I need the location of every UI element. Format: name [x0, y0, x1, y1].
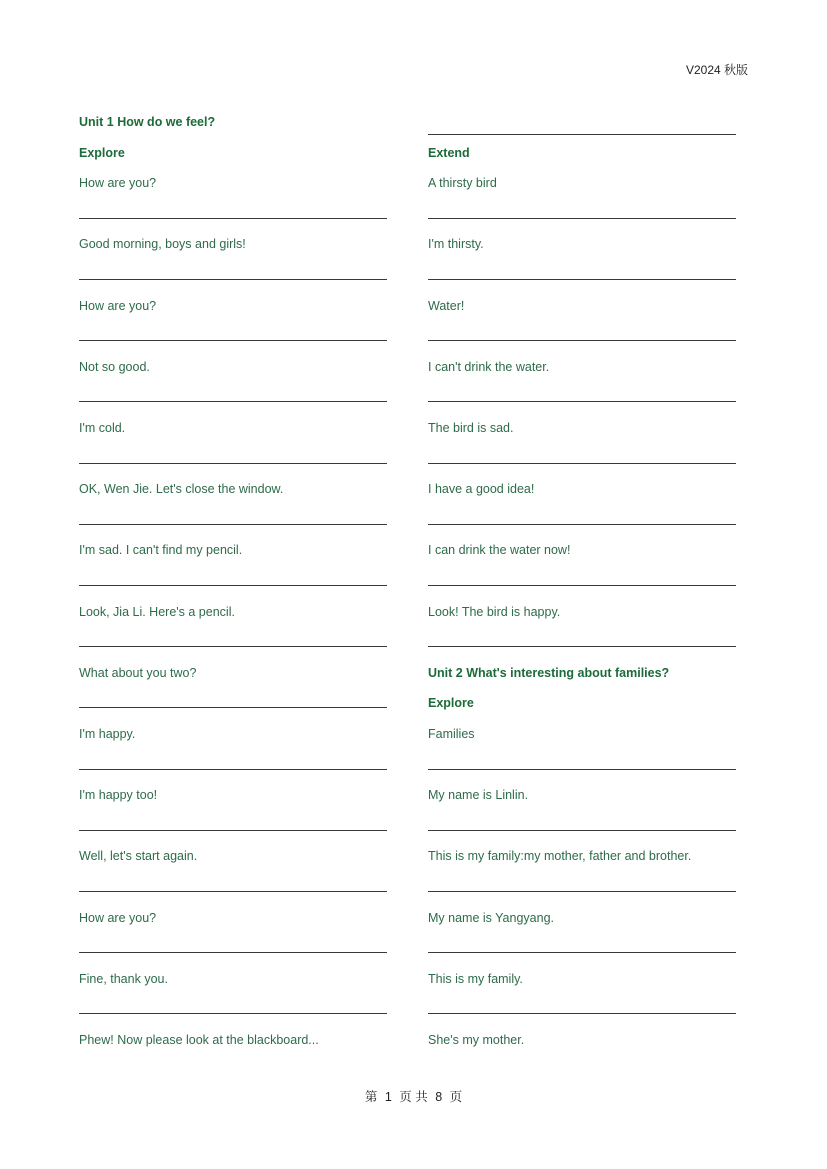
text-line: I have a good idea!	[428, 482, 535, 497]
writing-line	[428, 585, 736, 586]
text-line: She's my mother.	[428, 1033, 525, 1047]
section-heading: Unit 1 How do we feel?	[79, 115, 216, 129]
current-page: 1	[384, 1090, 392, 1104]
text-line: I'm happy.	[79, 727, 136, 741]
section-heading: Extend	[428, 145, 470, 160]
text-line: What about you two?	[79, 665, 197, 680]
text-line: How are you?	[79, 910, 157, 925]
text-line: Well, let's start again.	[79, 849, 198, 864]
section-heading: Unit 2 What's interesting about families?	[428, 665, 670, 680]
writing-line	[79, 769, 387, 770]
right-column	[428, 0, 738, 1169]
writing-line	[79, 218, 387, 219]
writing-line	[428, 401, 736, 402]
text-line: Look, Jia Li. Here's a pencil.	[79, 604, 235, 619]
page-label-suffix: 页	[449, 1090, 463, 1104]
page-footer	[0, 1087, 827, 1105]
text-line: Families	[428, 727, 475, 741]
writing-line	[428, 134, 736, 135]
writing-line	[79, 279, 387, 280]
text-line: I'm sad. I can't find my pencil.	[79, 543, 243, 558]
writing-line	[79, 830, 387, 831]
text-line: Good morning, boys and girls!	[79, 237, 246, 252]
text-line: OK, Wen Jie. Let's close the window.	[79, 482, 284, 497]
page-label-prefix: 第	[364, 1090, 378, 1104]
writing-line	[428, 279, 736, 280]
text-line: My name is Linlin.	[428, 788, 529, 803]
writing-line	[428, 891, 736, 892]
writing-line	[79, 585, 387, 586]
text-line: Not so good.	[79, 359, 150, 374]
section-heading: Explore	[428, 696, 474, 711]
writing-line	[428, 463, 736, 464]
writing-line	[79, 646, 387, 647]
writing-line	[428, 218, 736, 219]
writing-line	[428, 646, 736, 647]
writing-line	[428, 830, 736, 831]
writing-line	[428, 769, 736, 770]
page-label-middle: 页 共	[399, 1090, 428, 1104]
version-label: V2024 秋版	[686, 63, 749, 77]
writing-line	[428, 524, 736, 525]
text-line: A thirsty bird	[428, 176, 497, 191]
text-line: I'm happy too!	[79, 788, 158, 803]
writing-line	[428, 952, 736, 953]
writing-line	[79, 401, 387, 402]
text-line: I can't drink the water.	[428, 359, 550, 374]
writing-line	[79, 463, 387, 464]
text-line: Fine, thank you.	[79, 971, 168, 986]
text-line: I'm cold.	[79, 421, 126, 435]
text-line: This is my family.	[428, 971, 523, 986]
text-line: The bird is sad.	[428, 421, 514, 435]
writing-line	[79, 340, 387, 341]
text-line: Look! The bird is happy.	[428, 604, 561, 619]
writing-line	[79, 891, 387, 892]
left-column	[79, 0, 389, 1169]
writing-line	[428, 1013, 736, 1014]
text-line: How are you?	[79, 298, 157, 313]
writing-line	[79, 952, 387, 953]
writing-line	[79, 707, 387, 708]
total-pages: 8	[435, 1090, 443, 1104]
text-line: Water!	[428, 298, 465, 313]
text-line: Phew! Now please look at the blackboard...	[79, 1033, 319, 1047]
text-line: My name is Yangyang.	[428, 910, 554, 925]
text-line: How are you?	[79, 176, 157, 191]
text-line: I can drink the water now!	[428, 543, 571, 558]
writing-line	[79, 1013, 387, 1014]
writing-line	[428, 340, 736, 341]
text-line: This is my family:my mother, father and brother.	[428, 849, 692, 864]
writing-line	[79, 524, 387, 525]
section-heading: Explore	[79, 145, 125, 160]
text-line: I'm thirsty.	[428, 237, 484, 252]
